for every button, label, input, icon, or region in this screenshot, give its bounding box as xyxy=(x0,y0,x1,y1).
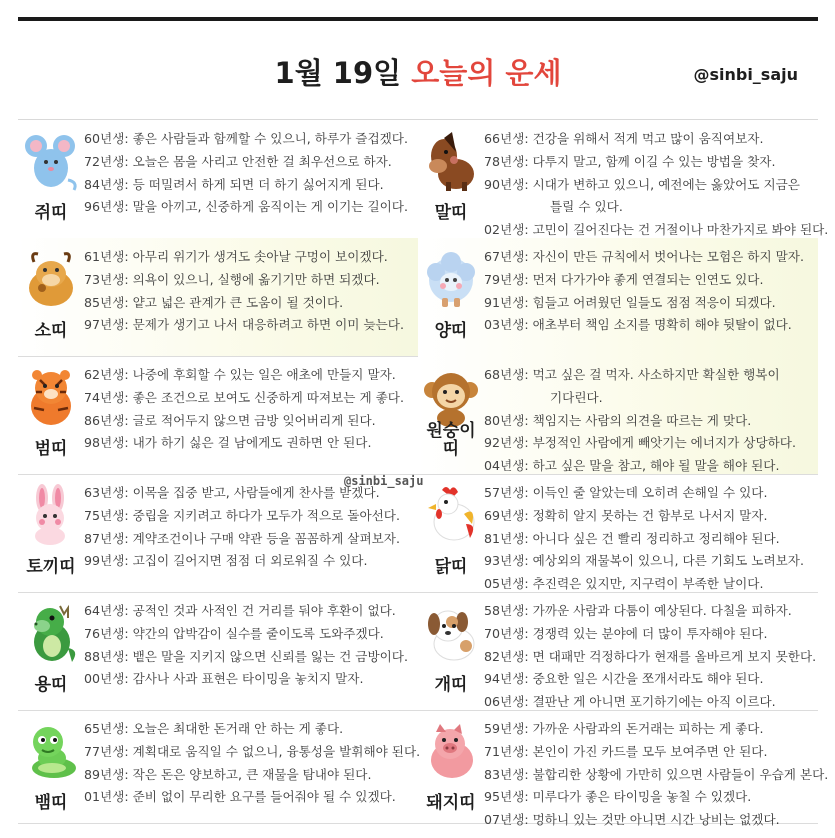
birth-year: 63년생: xyxy=(84,485,129,500)
fortune-lines xyxy=(84,600,416,691)
zodiac-card xyxy=(18,710,421,823)
fortune-text: 준비 없이 무리한 요구를 들어줘야 될 수 있겠다. xyxy=(132,789,396,805)
birth-year: 80년생: xyxy=(484,412,529,428)
birth-year: 98년생: xyxy=(84,435,129,451)
birth-year: 74년생: xyxy=(84,389,129,405)
sheep-icon xyxy=(422,248,480,310)
fortune-line xyxy=(84,246,416,269)
zodiac-card xyxy=(418,474,818,592)
birth-year: 05년생: xyxy=(484,576,529,592)
fortune-line xyxy=(84,600,416,623)
fortune-text: 오늘은 몸을 사리고 안전한 걸 최우선으로 하자. xyxy=(132,153,392,169)
fortune-text: 미루다가 좋은 타이밍을 놓칠 수 있겠다. xyxy=(532,789,752,805)
fortune-line xyxy=(484,314,816,337)
birth-year: 67년생: xyxy=(484,249,529,264)
fortune-lines xyxy=(84,128,416,219)
monkey-icon xyxy=(422,366,480,428)
fortune-text: 공적인 것과 사적인 건 거리를 둬야 후환이 없다. xyxy=(132,603,396,618)
tiger-icon xyxy=(22,366,80,428)
fortune-line xyxy=(484,387,816,410)
fortune-text: 경쟁력 있는 분야에 더 많이 투자해야 된다. xyxy=(532,625,768,641)
fortune-text: 가까운 사람과 다툼이 예상된다. 다칠을 피하자. xyxy=(532,603,792,618)
fortune-line xyxy=(84,292,416,315)
birth-year: 86년생: xyxy=(84,412,129,428)
fortune-text: 결판난 게 아니면 포기하기에는 아직 이르다. xyxy=(532,694,776,710)
zodiac-name xyxy=(418,422,484,458)
snake-icon xyxy=(22,720,80,782)
fortune-line xyxy=(84,528,416,551)
pig-icon xyxy=(422,720,480,782)
fortune-text: 중요한 일은 시간을 쪼개서라도 해야 된다. xyxy=(532,671,764,687)
fortune-line xyxy=(84,364,416,387)
fortune-text: 고민이 길어진다는 건 거절이나 마찬가지로 봐야 된다. xyxy=(532,222,829,238)
fortune-text: 부정적인 사람에게 빼앗기는 에너지가 상당하다. xyxy=(532,435,796,451)
fortune-line xyxy=(484,623,816,646)
fortune-lines xyxy=(484,128,829,242)
fortune-text: 아무리 위기가 생겨도 솟아날 구멍이 보이겠다. xyxy=(132,249,388,264)
fortune-text: 정확히 알지 못하는 건 함부로 나서지 말자. xyxy=(532,507,768,523)
birth-year: 91년생: xyxy=(484,294,529,310)
fortune-line xyxy=(84,668,416,691)
fortune-line xyxy=(84,196,416,219)
fortune-lines xyxy=(84,364,416,455)
birth-year: 70년생: xyxy=(484,625,529,641)
title-date: 1월 19일 xyxy=(274,56,402,90)
birth-year: 02년생: xyxy=(484,222,529,238)
birth-year: 83년생: xyxy=(484,766,529,782)
fortune-line xyxy=(84,786,416,809)
fortune-line xyxy=(484,505,816,528)
zodiac-name-text: 닭띠 xyxy=(434,557,468,577)
zodiac-name-text: 개띠 xyxy=(434,675,468,695)
fortune-text: 중립을 지키려고 하다가 모두가 적으로 돌아선다. xyxy=(132,507,400,523)
birth-year: 87년생: xyxy=(84,530,129,546)
dog-icon xyxy=(422,602,480,664)
rabbit-icon xyxy=(22,484,80,546)
fortune-text: 힘들고 어려웠던 일들도 점점 적응이 되겠다. xyxy=(532,294,776,310)
fortune-text: 면 대패만 걱정하다가 현재를 올바르게 보지 못한다. xyxy=(532,648,817,664)
fortune-line xyxy=(84,314,416,337)
fortune-text: 먹고 싶은 걸 먹자. 사소하지만 확실한 행복이 xyxy=(532,367,780,382)
birth-year: 84년생: xyxy=(84,176,129,192)
fortune-line xyxy=(484,646,816,669)
fortune-lines xyxy=(484,718,829,832)
fortune-text: 좋은 조건으로 보여도 신중하게 따져보는 게 좋다. xyxy=(132,389,404,405)
fortune-line xyxy=(84,128,416,151)
zodiac-name-text: 양띠 xyxy=(434,321,468,341)
fortune-text: 얕고 넓은 관계가 큰 도움이 될 것이다. xyxy=(132,294,344,310)
zodiac-name-text: 소띠 xyxy=(34,321,68,341)
birth-year: 95년생: xyxy=(484,789,529,805)
fortune-line xyxy=(84,269,416,292)
birth-year: 99년생: xyxy=(84,553,129,569)
zodiac-card xyxy=(18,120,418,238)
fortune-text: 본인이 가진 카드를 모두 보여주면 안 된다. xyxy=(532,743,768,759)
fortune-row xyxy=(18,238,818,357)
zodiac-name xyxy=(418,204,484,222)
fortune-line xyxy=(484,718,816,741)
fortune-line xyxy=(484,246,816,269)
zodiac-name xyxy=(18,322,84,340)
birth-year: 73년생: xyxy=(84,271,129,287)
fortune-grid xyxy=(18,119,829,828)
birth-year: 72년생: xyxy=(84,153,129,169)
zodiac-name-text: 띠 xyxy=(442,439,460,459)
fortune-text: 시대가 변하고 있으니, 예전에는 옳았어도 지금은 xyxy=(532,176,800,192)
birth-year: 88년생: xyxy=(84,648,129,664)
birth-year: 85년생: xyxy=(84,294,129,310)
birth-year: 93년생: xyxy=(484,553,529,569)
birth-year: 94년생: xyxy=(484,671,529,687)
fortune-line xyxy=(484,410,816,433)
zodiac-card xyxy=(418,710,829,828)
title-main: 오늘의 운세 xyxy=(411,56,562,90)
fortune-text: 기다린다. xyxy=(550,389,603,405)
fortune-text: 하고 싶은 말을 참고, 해야 될 말을 해야 된다. xyxy=(532,458,780,474)
birth-year: 00년생: xyxy=(84,671,129,687)
birth-year: 58년생: xyxy=(484,603,529,618)
birth-year: 90년생: xyxy=(484,176,529,192)
page-header xyxy=(18,21,818,119)
fortune-line xyxy=(84,432,416,455)
zodiac-card xyxy=(18,356,418,474)
fortune-row xyxy=(18,356,818,475)
fortune-line xyxy=(84,550,416,573)
zodiac-name xyxy=(18,676,84,694)
fortune-line xyxy=(84,410,416,433)
fortune-line xyxy=(84,623,416,646)
fortune-line xyxy=(484,196,816,219)
fortune-text: 좋은 사람들과 함께할 수 있으니, 하루가 즐겁겠다. xyxy=(132,131,408,146)
fortune-text: 아니다 싶은 건 빨리 정리하고 정리해야 된다. xyxy=(532,530,780,546)
birth-year: 06년생: xyxy=(484,694,529,710)
birth-year: 81년생: xyxy=(484,530,529,546)
zodiac-card xyxy=(18,592,418,710)
fortune-line xyxy=(84,174,416,197)
fortune-text: 자신이 만든 규칙에서 벗어나는 모험은 하지 말자. xyxy=(532,249,804,264)
fortune-text: 나중에 후회할 수 있는 일은 애초에 만들지 말자. xyxy=(132,367,396,382)
zodiac-name xyxy=(418,794,484,812)
fortune-text: 글로 적어두지 않으면 금방 잊어버리게 된다. xyxy=(132,412,376,428)
fortune-text: 뱉은 말을 지키지 않으면 신뢰를 잃는 건 금방이다. xyxy=(132,648,408,664)
fortune-line xyxy=(484,174,816,197)
zodiac-card xyxy=(418,238,818,356)
fortune-line xyxy=(484,786,816,809)
fortune-text: 등 떠밀려서 하게 되면 더 하기 싫어지게 된다. xyxy=(132,176,384,192)
birth-year: 78년생: xyxy=(484,153,529,169)
birth-year: 76년생: xyxy=(84,625,129,641)
birth-year: 01년생: xyxy=(84,789,129,805)
fortune-text: 애초부터 책임 소지를 명확히 해야 뒷탈이 없다. xyxy=(532,317,792,333)
fortune-line xyxy=(484,668,816,691)
fortune-text: 약간의 압박감이 실수를 줄이도록 도와주겠다. xyxy=(132,625,384,641)
zodiac-name-text: 말띠 xyxy=(434,203,468,223)
zodiac-name xyxy=(418,322,484,340)
fortune-text: 먼저 다가가야 좋게 연결되는 인연도 있다. xyxy=(532,271,764,287)
fortune-text: 의욕이 있으니, 실행에 옮기기만 하면 되겠다. xyxy=(132,271,380,287)
fortune-line xyxy=(484,600,816,623)
fortune-lines xyxy=(484,364,816,478)
fortune-text: 책임지는 사람의 의견을 따르는 게 맞다. xyxy=(532,412,752,428)
fortune-text: 멍하니 있는 것만 아니면 시간 낭비는 없겠다. xyxy=(532,812,780,828)
fortune-line xyxy=(484,269,816,292)
fortune-text: 계약조건이나 구매 약관 등을 꼼꼼하게 살펴보자. xyxy=(132,530,400,546)
zodiac-card xyxy=(418,120,829,238)
birth-year: 65년생: xyxy=(84,721,129,736)
fortune-text: 이득인 줄 알았는데 오히려 손해일 수 있다. xyxy=(532,485,768,500)
fortune-row xyxy=(18,120,829,239)
fortune-text: 틀릴 수 있다. xyxy=(550,199,623,215)
fortune-text: 오늘은 최대한 돈거래 안 하는 게 좋다. xyxy=(132,721,344,736)
fortune-lines xyxy=(84,246,416,337)
horse-icon xyxy=(422,130,480,192)
fortune-text: 말을 아끼고, 신중하게 움직이는 게 이기는 길이다. xyxy=(132,199,408,215)
fortune-line xyxy=(484,128,816,151)
birth-year: 04년생: xyxy=(484,458,529,474)
fortune-text: 감사나 사과 표현은 타이밍을 놓치지 말자. xyxy=(132,671,364,687)
fortune-line xyxy=(484,550,816,573)
fortune-line xyxy=(484,764,829,787)
fortune-text: 고집이 길어지면 점점 더 외로워질 수 있다. xyxy=(132,553,368,569)
fortune-line xyxy=(84,505,416,528)
zodiac-name xyxy=(418,676,484,694)
fortune-line xyxy=(84,764,416,787)
zodiac-name-text: 토끼띠 xyxy=(26,557,76,577)
rooster-icon xyxy=(422,484,480,546)
fortune-line xyxy=(484,741,816,764)
fortune-text: 다투지 말고, 함께 이길 수 있는 방법을 찾자. xyxy=(532,153,776,169)
fortune-lines xyxy=(484,246,816,337)
zodiac-name xyxy=(18,440,84,458)
fortune-row xyxy=(18,474,818,593)
birth-year: 77년생: xyxy=(84,743,129,759)
birth-year: 64년생: xyxy=(84,603,129,618)
zodiac-card xyxy=(418,592,818,710)
fortune-line xyxy=(484,292,816,315)
birth-year: 66년생: xyxy=(484,131,529,146)
mouse-icon xyxy=(22,130,80,192)
watermark: @sinbi_saju xyxy=(344,474,424,488)
birth-year: 68년생: xyxy=(484,367,529,382)
fortune-text: 가까운 사람과의 돈거래는 피하는 게 좋다. xyxy=(532,721,764,736)
fortune-lines xyxy=(84,482,416,573)
zodiac-name-text: 쥐띠 xyxy=(34,203,68,223)
fortune-line xyxy=(84,646,416,669)
birth-year: 57년생: xyxy=(484,485,529,500)
fortune-text: 예상외의 재물복이 있으니, 다른 기회도 노려보자. xyxy=(532,553,804,569)
birth-year: 59년생: xyxy=(484,721,529,736)
fortune-line xyxy=(84,151,416,174)
fortune-text: 작은 돈은 양보하고, 큰 재물을 탐내야 된다. xyxy=(132,766,372,782)
fortune-text: 내가 하기 싫은 걸 남에게도 권하면 안 된다. xyxy=(132,435,372,451)
fortune-text: 건강을 위해서 적게 먹고 많이 움직여보자. xyxy=(532,131,764,146)
zodiac-name xyxy=(418,558,484,576)
zodiac-name xyxy=(18,204,84,222)
zodiac-name-text: 범띠 xyxy=(34,439,68,459)
fortune-lines xyxy=(84,718,421,809)
birth-year: 07년생: xyxy=(484,812,529,828)
fortune-line xyxy=(84,387,416,410)
zodiac-name xyxy=(18,558,84,576)
fortune-text: 이목을 집중 받고, 사람들에게 찬사를 받겠다. xyxy=(132,485,380,500)
fortune-row xyxy=(18,710,829,828)
zodiac-card xyxy=(18,238,418,356)
fortune-line xyxy=(484,151,816,174)
birth-year: 82년생: xyxy=(484,648,529,664)
birth-year: 92년생: xyxy=(484,435,529,451)
ox-icon xyxy=(22,248,80,310)
fortune-line xyxy=(484,432,816,455)
zodiac-name-text: 돼지띠 xyxy=(426,793,476,813)
fortune-line xyxy=(84,718,416,741)
birth-year: 97년생: xyxy=(84,317,129,333)
zodiac-card xyxy=(418,356,818,474)
birth-year: 75년생: xyxy=(84,507,129,523)
author-handle: @sinbi_saju xyxy=(693,65,798,84)
dragon-icon xyxy=(22,602,80,664)
fortune-text: 불합리한 상황에 가만히 있으면 사람들이 우습게 본다. xyxy=(532,766,829,782)
zodiac-card xyxy=(18,474,418,592)
birth-year: 71년생: xyxy=(484,743,529,759)
birth-year: 79년생: xyxy=(484,271,529,287)
fortune-line xyxy=(484,809,816,832)
fortune-lines xyxy=(484,600,816,714)
fortune-text: 문제가 생기고 나서 대응하려고 하면 이미 늦는다. xyxy=(132,317,404,333)
fortune-line xyxy=(84,741,421,764)
fortune-text: 계획대로 움직일 수 없으니, 융통성을 발휘해야 된다. xyxy=(132,743,421,759)
birth-year: 69년생: xyxy=(484,507,529,523)
birth-year: 62년생: xyxy=(84,367,129,382)
fortune-row xyxy=(18,592,818,711)
fortune-line xyxy=(484,482,816,505)
birth-year: 96년생: xyxy=(84,199,129,215)
birth-year: 61년생: xyxy=(84,249,129,264)
fortune-lines xyxy=(484,482,816,596)
birth-year: 60년생: xyxy=(84,131,129,146)
fortune-text: 추진력은 있지만, 지구력이 부족한 날이다. xyxy=(532,576,764,592)
zodiac-name-text: 뱀띠 xyxy=(34,793,68,813)
fortune-line xyxy=(484,528,816,551)
zodiac-name xyxy=(18,794,84,812)
birth-year: 03년생: xyxy=(484,317,529,333)
zodiac-name-text: 용띠 xyxy=(34,675,68,695)
fortune-line xyxy=(484,364,816,387)
zodiac-name-text: 원숭이 xyxy=(426,421,476,441)
birth-year: 89년생: xyxy=(84,766,129,782)
